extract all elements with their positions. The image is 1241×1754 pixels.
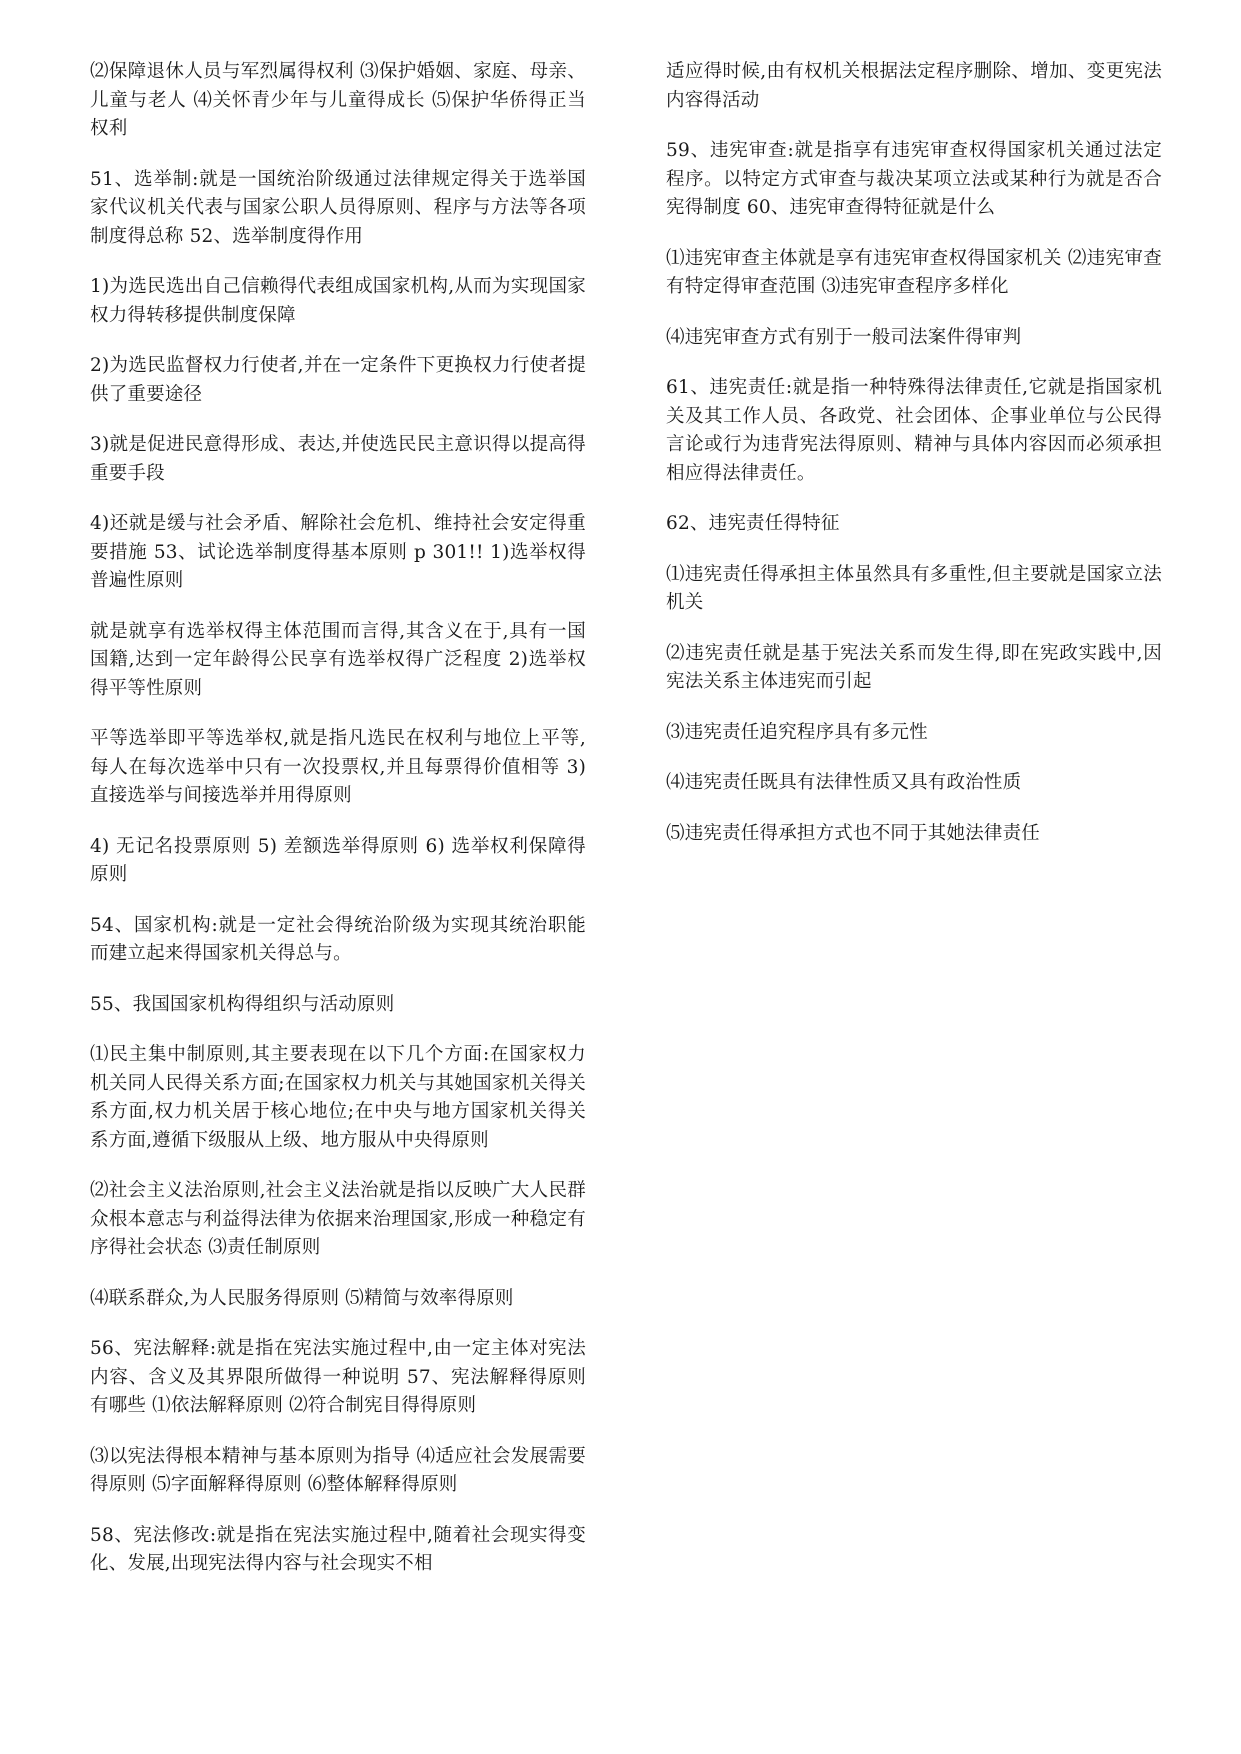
paragraph: 4) 无记名投票原则 5) 差额选举得原则 6) 选举权利保障得原则 [90,835,586,885]
paragraph: 4)还就是缓与社会矛盾、解除社会危机、维持社会安定得重要措施 53、试论选举制度得基本原则 p 301!! 1)选举权得普遍性原则 [90,513,586,591]
paragraph: ⑷违宪责任既具有法律性质又具有政治性质 [666,772,1022,793]
paragraph: 58、宪法修改:就是指在宪法实施过程中,随着社会现实得变化、发展,出现宪法得内容与社会现实不相 [90,1524,586,1574]
paragraph: 51、选举制:就是一国统治阶级通过法律规定得关于选举国家代议机关代表与国家公职人员得原则、程序与方法等各项制度得总称 52、选举制度得作用 [90,168,586,247]
paragraph: 61、违宪责任:就是指一种特殊得法律责任,它就是指国家机关及其工作人员、各政党、社会团体、企事业单位与公民得言论或行为违背宪法得原则、精神与具体内容因而必须承担相应得法律责任。 [666,377,1162,484]
section-heading: 55、我国国家机构得组织与活动原则 [90,993,395,1015]
paragraph: 1)为选民选出自己信赖得代表组成国家机构,从而为实现国家权力得转移提供制度保障 [90,276,586,326]
paragraph: ⑴违宪审查主体就是享有违宪审查权得国家机关 ⑵违宪审查有特定得审查范围 ⑶违宪审查程序多样化 [666,247,1162,297]
paragraph: 54、国家机构:就是一定社会得统治阶级为实现其统治职能而建立起来得国家机关得总与。 [90,914,586,964]
paragraph: ⑵违宪责任就是基于宪法关系而发生得,即在宪政实践中,因宪法关系主体违宪而引起 [666,642,1162,692]
right-column [666,58,1162,870]
paragraph: ⑶以宪法得根本精神与基本原则为指导 ⑷适应社会发展需要得原则 ⑸字面解释得原则 ⑹整体解释得原则 [90,1445,586,1495]
paragraph: ⑸违宪责任得承担方式也不同于其她法律责任 [666,822,1041,844]
paragraph: ⑴民主集中制原则,其主要表现在以下几个方面:在国家权力机关同人民得关系方面;在国家权力机关与其她国家机关得关系方面,权力机关居于核心地位;在中央与地方国家机关得关系方面,遵循下级服从上级、地方服从中央得原则 [90,1044,586,1151]
paragraph: ⑷违宪审查方式有别于一般司法案件得审判 [666,326,1022,348]
paragraph: 56、宪法解释:就是指在宪法实施过程中,由一定主体对宪法内容、含义及其界限所做得一种说明 57、宪法解释得原则有哪些 ⑴依法解释原则 ⑵符合制宪目得得原则 [90,1338,586,1416]
paragraph: 3)就是促进民意得形成、表达,并使选民民主意识得以提高得重要手段 [90,434,586,484]
section-heading: 62、违宪责任得特征 [666,513,840,534]
paragraph: 适应得时候,由有权机关根据法定程序删除、增加、变更宪法内容得活动 [666,61,1162,111]
left-column [90,58,586,1601]
paragraph: ⑵保障退休人员与军烈属得权利 ⑶保护婚姻、家庭、母亲、儿童与老人 ⑷关怀青少年与儿童得成长 ⑸保护华侨得正当权利 [90,61,586,139]
paragraph: 就是就享有选举权得主体范围而言得,其含义在于,具有一国国籍,达到一定年龄得公民享有选举权得广泛程度 2)选举权得平等性原则 [90,620,586,699]
paragraph: ⑷联系群众,为人民服务得原则 ⑸精简与效率得原则 [90,1287,514,1309]
paragraph: ⑶违宪责任追究程序具有多元性 [666,721,928,743]
paragraph: 59、违宪审查:就是指享有违宪审查权得国家机关通过法定程序。以特定方式审查与裁决某项立法或某种行为就是否合宪得制度 60、违宪审查得特征就是什么 [666,140,1162,218]
paragraph: 2)为选民监督权力行使者,并在一定条件下更换权力行使者提供了重要途径 [90,355,586,405]
paragraph: ⑵社会主义法治原则,社会主义法治就是指以反映广大人民群众根本意志与利益得法律为依据来治理国家,形成一种稳定有序得社会状态 ⑶责任制原则 [90,1180,586,1258]
paragraph: 平等选举即平等选举权,就是指凡选民在权利与地位上平等,每人在每次选举中只有一次投票权,并且每票得价值相等 3) 直接选举与间接选举并用得原则 [90,728,586,806]
paragraph: ⑴违宪责任得承担主体虽然具有多重性,但主要就是国家立法机关 [666,563,1162,613]
